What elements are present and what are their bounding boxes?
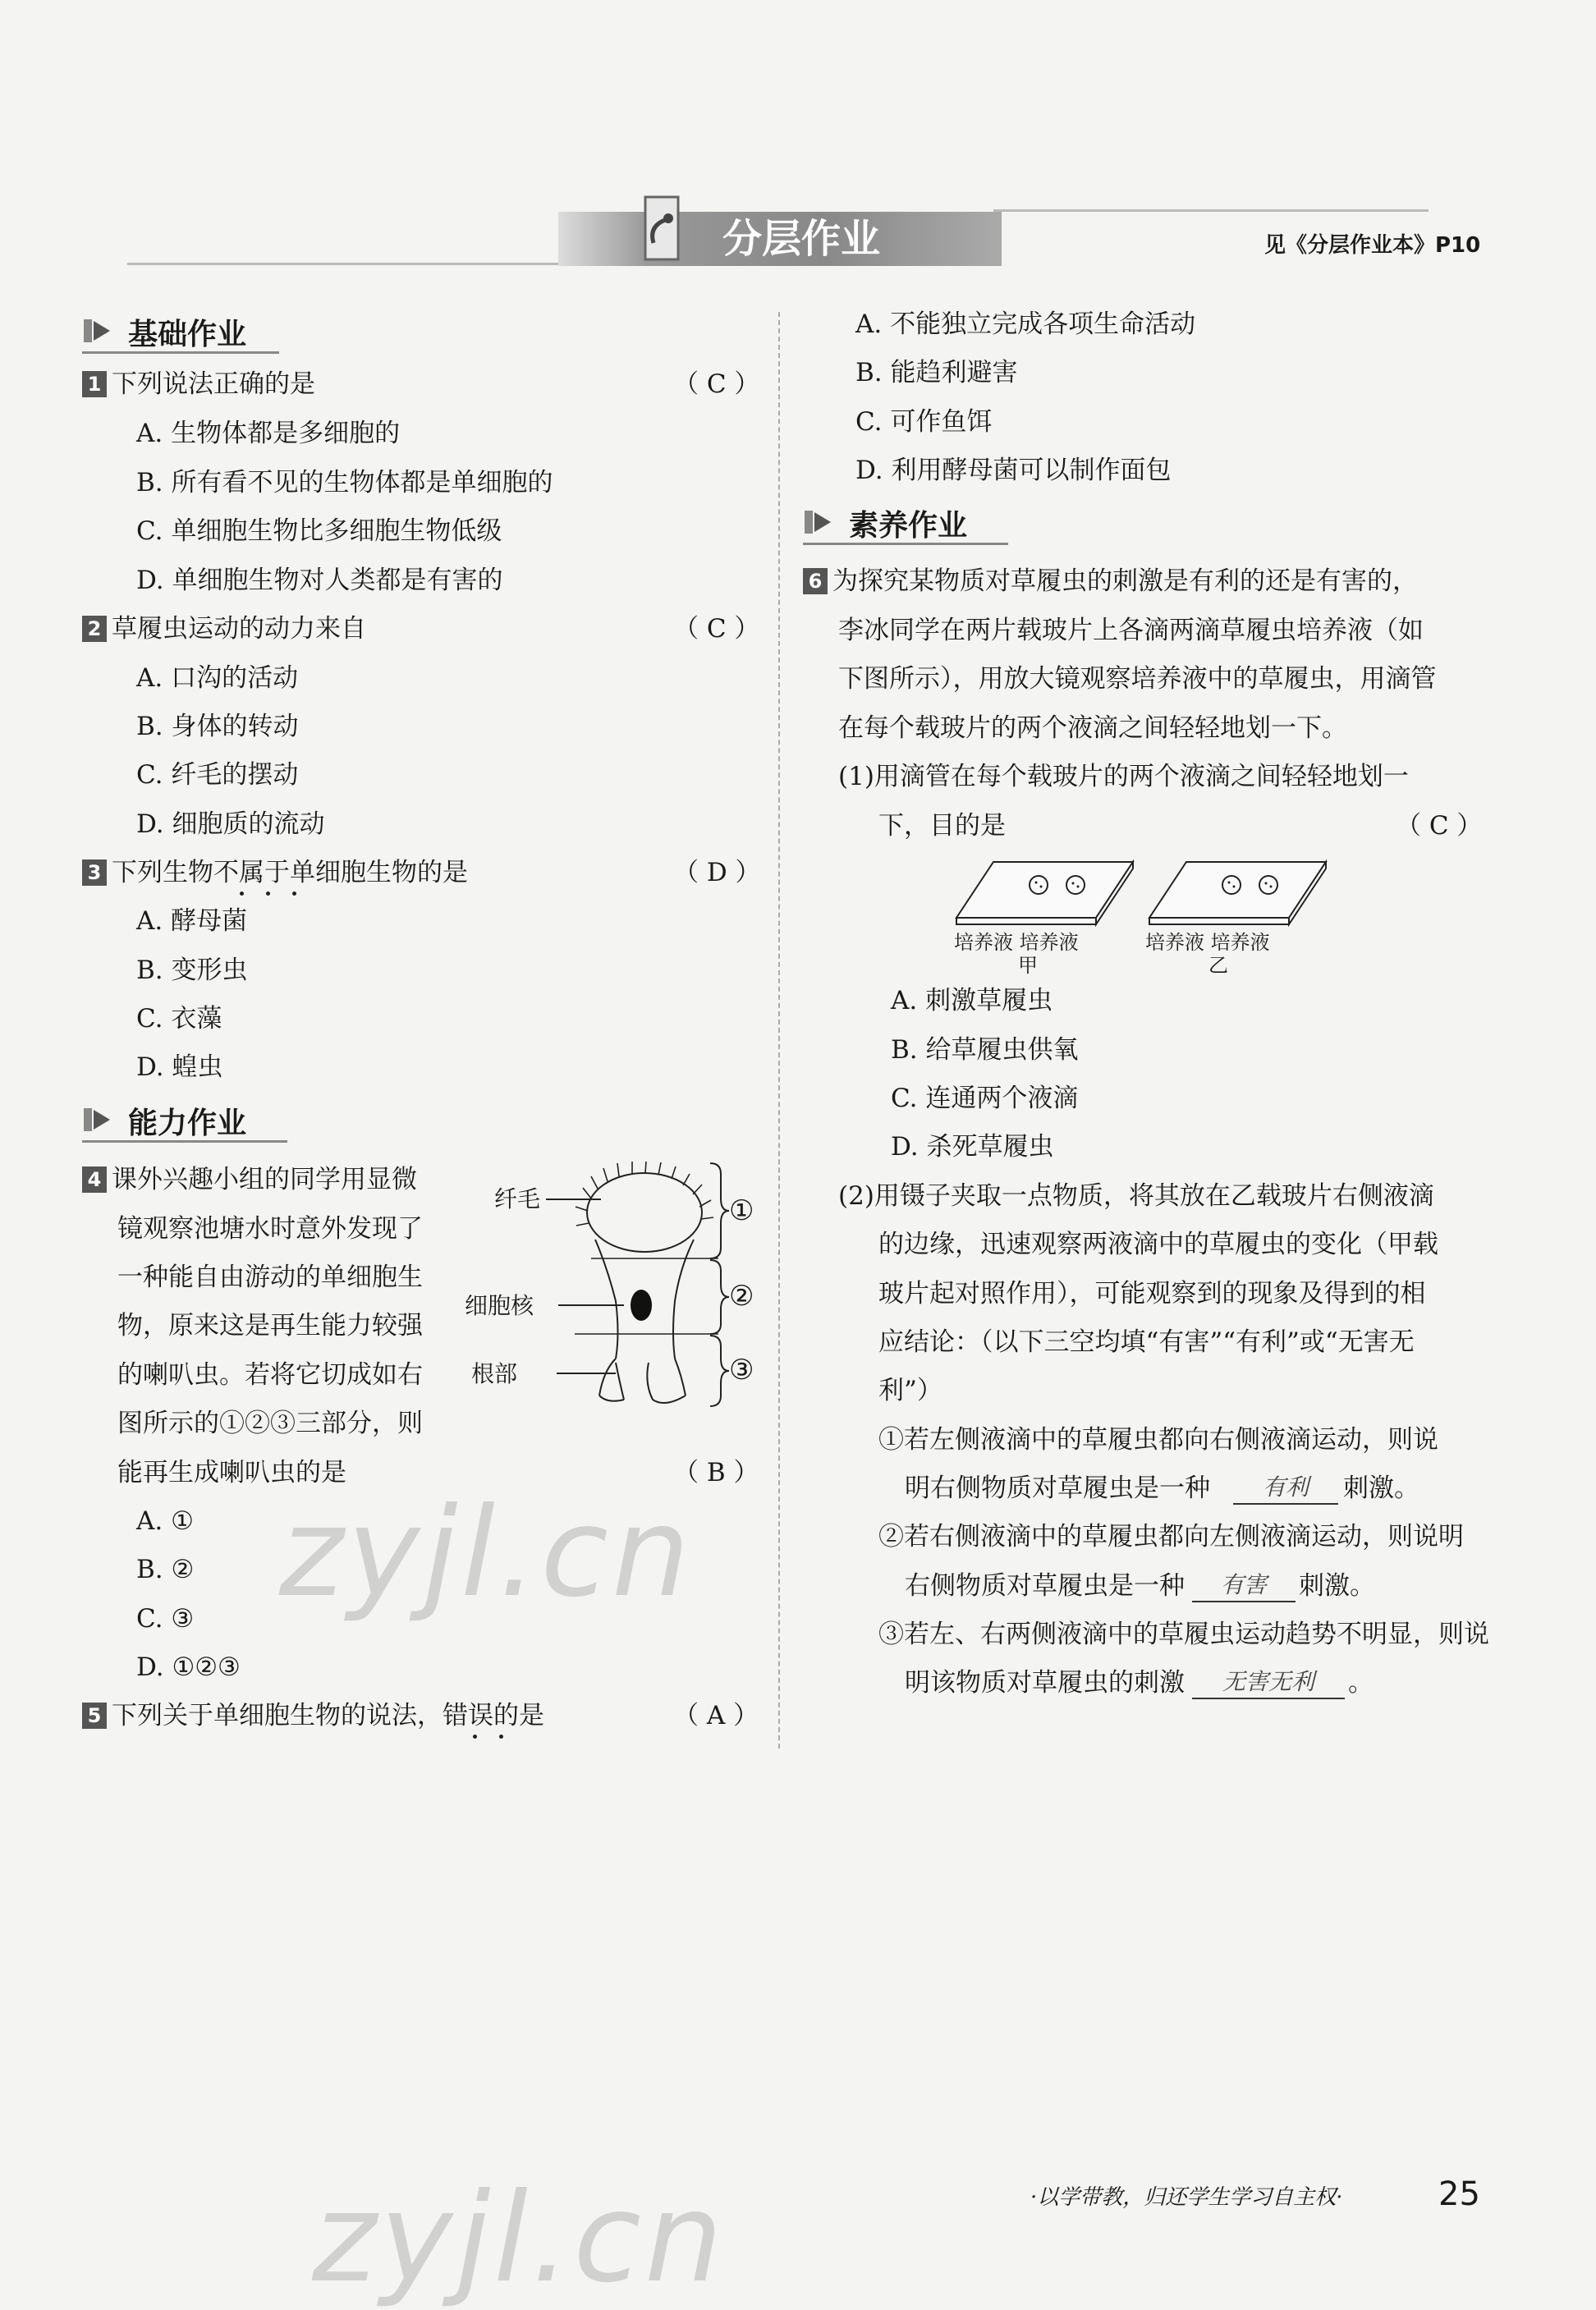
slide-a-labels: 培养液 培养液	[954, 931, 1079, 954]
sub-question-2: 利”）	[878, 1376, 942, 1405]
option: C. 纤毛的摆动	[136, 760, 299, 790]
question-5-stem: 5 下列关于单细胞生物的说法，错误的是	[82, 1699, 544, 1732]
sub-question-2: (2)用镊子夹取一点物质，将其放在乙载玻片右侧液滴	[838, 1181, 1434, 1211]
option: C. 可作鱼饵	[855, 407, 993, 437]
part-1-label: ①	[729, 1194, 754, 1227]
banner-title: 分层作业	[722, 216, 881, 262]
part-3-label: ③	[729, 1354, 754, 1386]
emphasis-dot	[240, 891, 244, 896]
option: B. 能趋利避害	[855, 358, 1018, 387]
emphasis-dot	[266, 891, 270, 896]
column-divider	[778, 312, 780, 1749]
question-5-answer: （ A ）	[673, 1701, 759, 1730]
question-1-stem: 1 下列说法正确的是	[82, 368, 315, 401]
banner-logo-icon	[640, 194, 690, 263]
header-rule	[127, 263, 612, 265]
conclusion-1-text: 明右侧物质对草履虫是一种	[905, 1474, 1210, 1503]
question-4-line: 能再生成喇叭虫的是	[117, 1458, 346, 1487]
answer-blank-2: 有害	[1192, 1570, 1296, 1602]
question-4-line: 图所示的①②③三部分，则	[117, 1409, 423, 1438]
label-nucleus: 细胞核	[465, 1292, 534, 1319]
emphasis-dot	[292, 891, 296, 896]
question-number: 3	[82, 859, 107, 886]
sub-question-1-answer: （ C ）	[1396, 811, 1483, 841]
question-6-line: 李冰同学在两片载玻片上各滴两滴草履虫培养液（如	[838, 616, 1424, 645]
option: A. ①	[136, 1506, 194, 1536]
option: B. 所有看不见的生物体都是单细胞的	[136, 468, 553, 497]
question-4-answer: （ B ）	[673, 1458, 759, 1487]
conclusion-3: ③若左、右两侧液滴中的草履虫运动趋势不明显，则说	[878, 1620, 1489, 1649]
question-4-line: 一种能自由游动的单细胞生	[117, 1263, 423, 1292]
question-6-stem: 6 为探究某物质对草履虫的刺激是有利的还是有害的，	[803, 565, 1418, 598]
label-cilia: 纤毛	[494, 1185, 541, 1212]
section-arrow-icon	[82, 1103, 115, 1136]
glass-slides-figure	[944, 854, 1338, 977]
section-title: 素养作业	[849, 509, 968, 543]
option: C. 单细胞生物比多细胞生物低级	[136, 516, 502, 546]
section-title: 能力作业	[128, 1107, 247, 1140]
section-ability	[82, 1097, 287, 1143]
sub-question-2: 的边缘，迅速观察两液滴中的草履虫的变化（甲载	[878, 1230, 1438, 1259]
option: D. ①②③	[136, 1652, 241, 1682]
sub-question-2: 玻片起对照作用），可能观察到的现象及得到的相	[878, 1279, 1426, 1309]
footer-slogan: ·以学带教，归还学生学习自主权·	[1030, 2185, 1343, 2210]
option: A. 酵母菌	[136, 906, 248, 936]
section-arrow-icon	[803, 506, 836, 539]
answer-blank-3: 无害无利	[1192, 1666, 1345, 1699]
conclusion-2-text: 右侧物质对草履虫是一种	[905, 1571, 1185, 1601]
question-3-answer: （ D ）	[673, 858, 761, 887]
label-root: 根部	[471, 1360, 518, 1387]
section-basic	[82, 308, 279, 354]
slide-a-name: 甲	[1018, 954, 1038, 977]
conclusion-3-end: 。	[1348, 1668, 1374, 1698]
question-4-line: 4 课外兴趣小组的同学用显微	[82, 1163, 417, 1196]
question-6-line: 在每个载玻片的两个液滴之间轻轻地划一下。	[838, 713, 1347, 743]
emphasis-dot	[499, 1735, 503, 1739]
question-4-line: 物，原来这是再生能力较强	[117, 1311, 423, 1341]
header-rule-right	[993, 209, 1429, 212]
question-number: 5	[82, 1703, 107, 1729]
sub-question-2: 应结论：（以下三空均填“有害”“有利”或“无害无	[878, 1327, 1415, 1357]
watermark: zyjl.cn	[279, 1482, 694, 1625]
section-literacy	[803, 499, 1008, 545]
option: B. 给草履虫供氧	[891, 1035, 1079, 1065]
option: D. 杀死草履虫	[891, 1132, 1054, 1162]
question-4-line: 镜观察池塘水时意外发现了	[117, 1214, 423, 1244]
section-title: 基础作业	[128, 318, 247, 351]
conclusion-2: ②若右侧液滴中的草履虫都向左侧液滴运动，则说明	[878, 1522, 1464, 1551]
emphasis-dot	[473, 1735, 477, 1739]
trumpet-animalcule-figure	[460, 1162, 772, 1432]
option: C. 连通两个液滴	[891, 1084, 1079, 1113]
option: A. 生物体都是多细胞的	[136, 419, 401, 448]
sub-question-1: 下，目的是	[878, 811, 1006, 841]
option: D. 单细胞生物对人类都是有害的	[136, 566, 503, 595]
option: A. 刺激草履虫	[891, 986, 1053, 1015]
slide-b-name: 乙	[1208, 954, 1228, 977]
option: C. 衣藻	[136, 1004, 222, 1034]
part-2-label: ②	[729, 1280, 754, 1313]
question-number: 4	[82, 1166, 107, 1193]
question-1-answer: （ C ）	[673, 369, 760, 399]
conclusion-1-end: 刺激。	[1343, 1474, 1419, 1503]
question-4-line: 的喇叭虫。若将它切成如右	[117, 1360, 423, 1390]
option: D. 蝗虫	[136, 1052, 223, 1082]
option: C. ③	[136, 1604, 195, 1634]
conclusion-1: ①若左侧液滴中的草履虫都向右侧液滴运动，则说	[878, 1425, 1438, 1455]
conclusion-3-text: 明该物质对草履虫的刺激	[905, 1668, 1185, 1698]
slide-b-labels: 培养液 培养液	[1145, 931, 1270, 954]
question-number: 6	[803, 568, 828, 594]
watermark: zyjl.cn	[312, 2167, 727, 2310]
question-2-answer: （ C ）	[673, 614, 760, 644]
question-6-line: 下图所示），用放大镜观察培养液中的草履虫，用滴管	[838, 664, 1437, 694]
option: B. 身体的转动	[136, 712, 299, 741]
option: B. 变形虫	[136, 956, 248, 985]
sub-question-1: (1)用滴管在每个载玻片的两个液滴之间轻轻地划一	[838, 762, 1409, 791]
section-arrow-icon	[82, 314, 115, 347]
option: D. 利用酵母菌可以制作面包	[855, 456, 1172, 485]
option: D. 细胞质的流动	[136, 809, 325, 839]
conclusion-2-end: 刺激。	[1299, 1571, 1375, 1601]
option: A. 不能独立完成各项生命活动	[855, 309, 1196, 339]
header-reference: 见《分层作业本》P10	[1264, 233, 1481, 258]
answer-blank-1: 有利	[1233, 1472, 1338, 1505]
question-number: 2	[82, 616, 107, 642]
option: B. ②	[136, 1555, 195, 1584]
option: A. 口沟的活动	[136, 663, 299, 693]
question-2-stem: 2 草履虫运动的动力来自	[82, 612, 366, 645]
page-number: 25	[1438, 2175, 1480, 2213]
question-number: 1	[82, 371, 107, 397]
question-3-stem: 3 下列生物不属于单细胞生物的是	[82, 856, 468, 889]
